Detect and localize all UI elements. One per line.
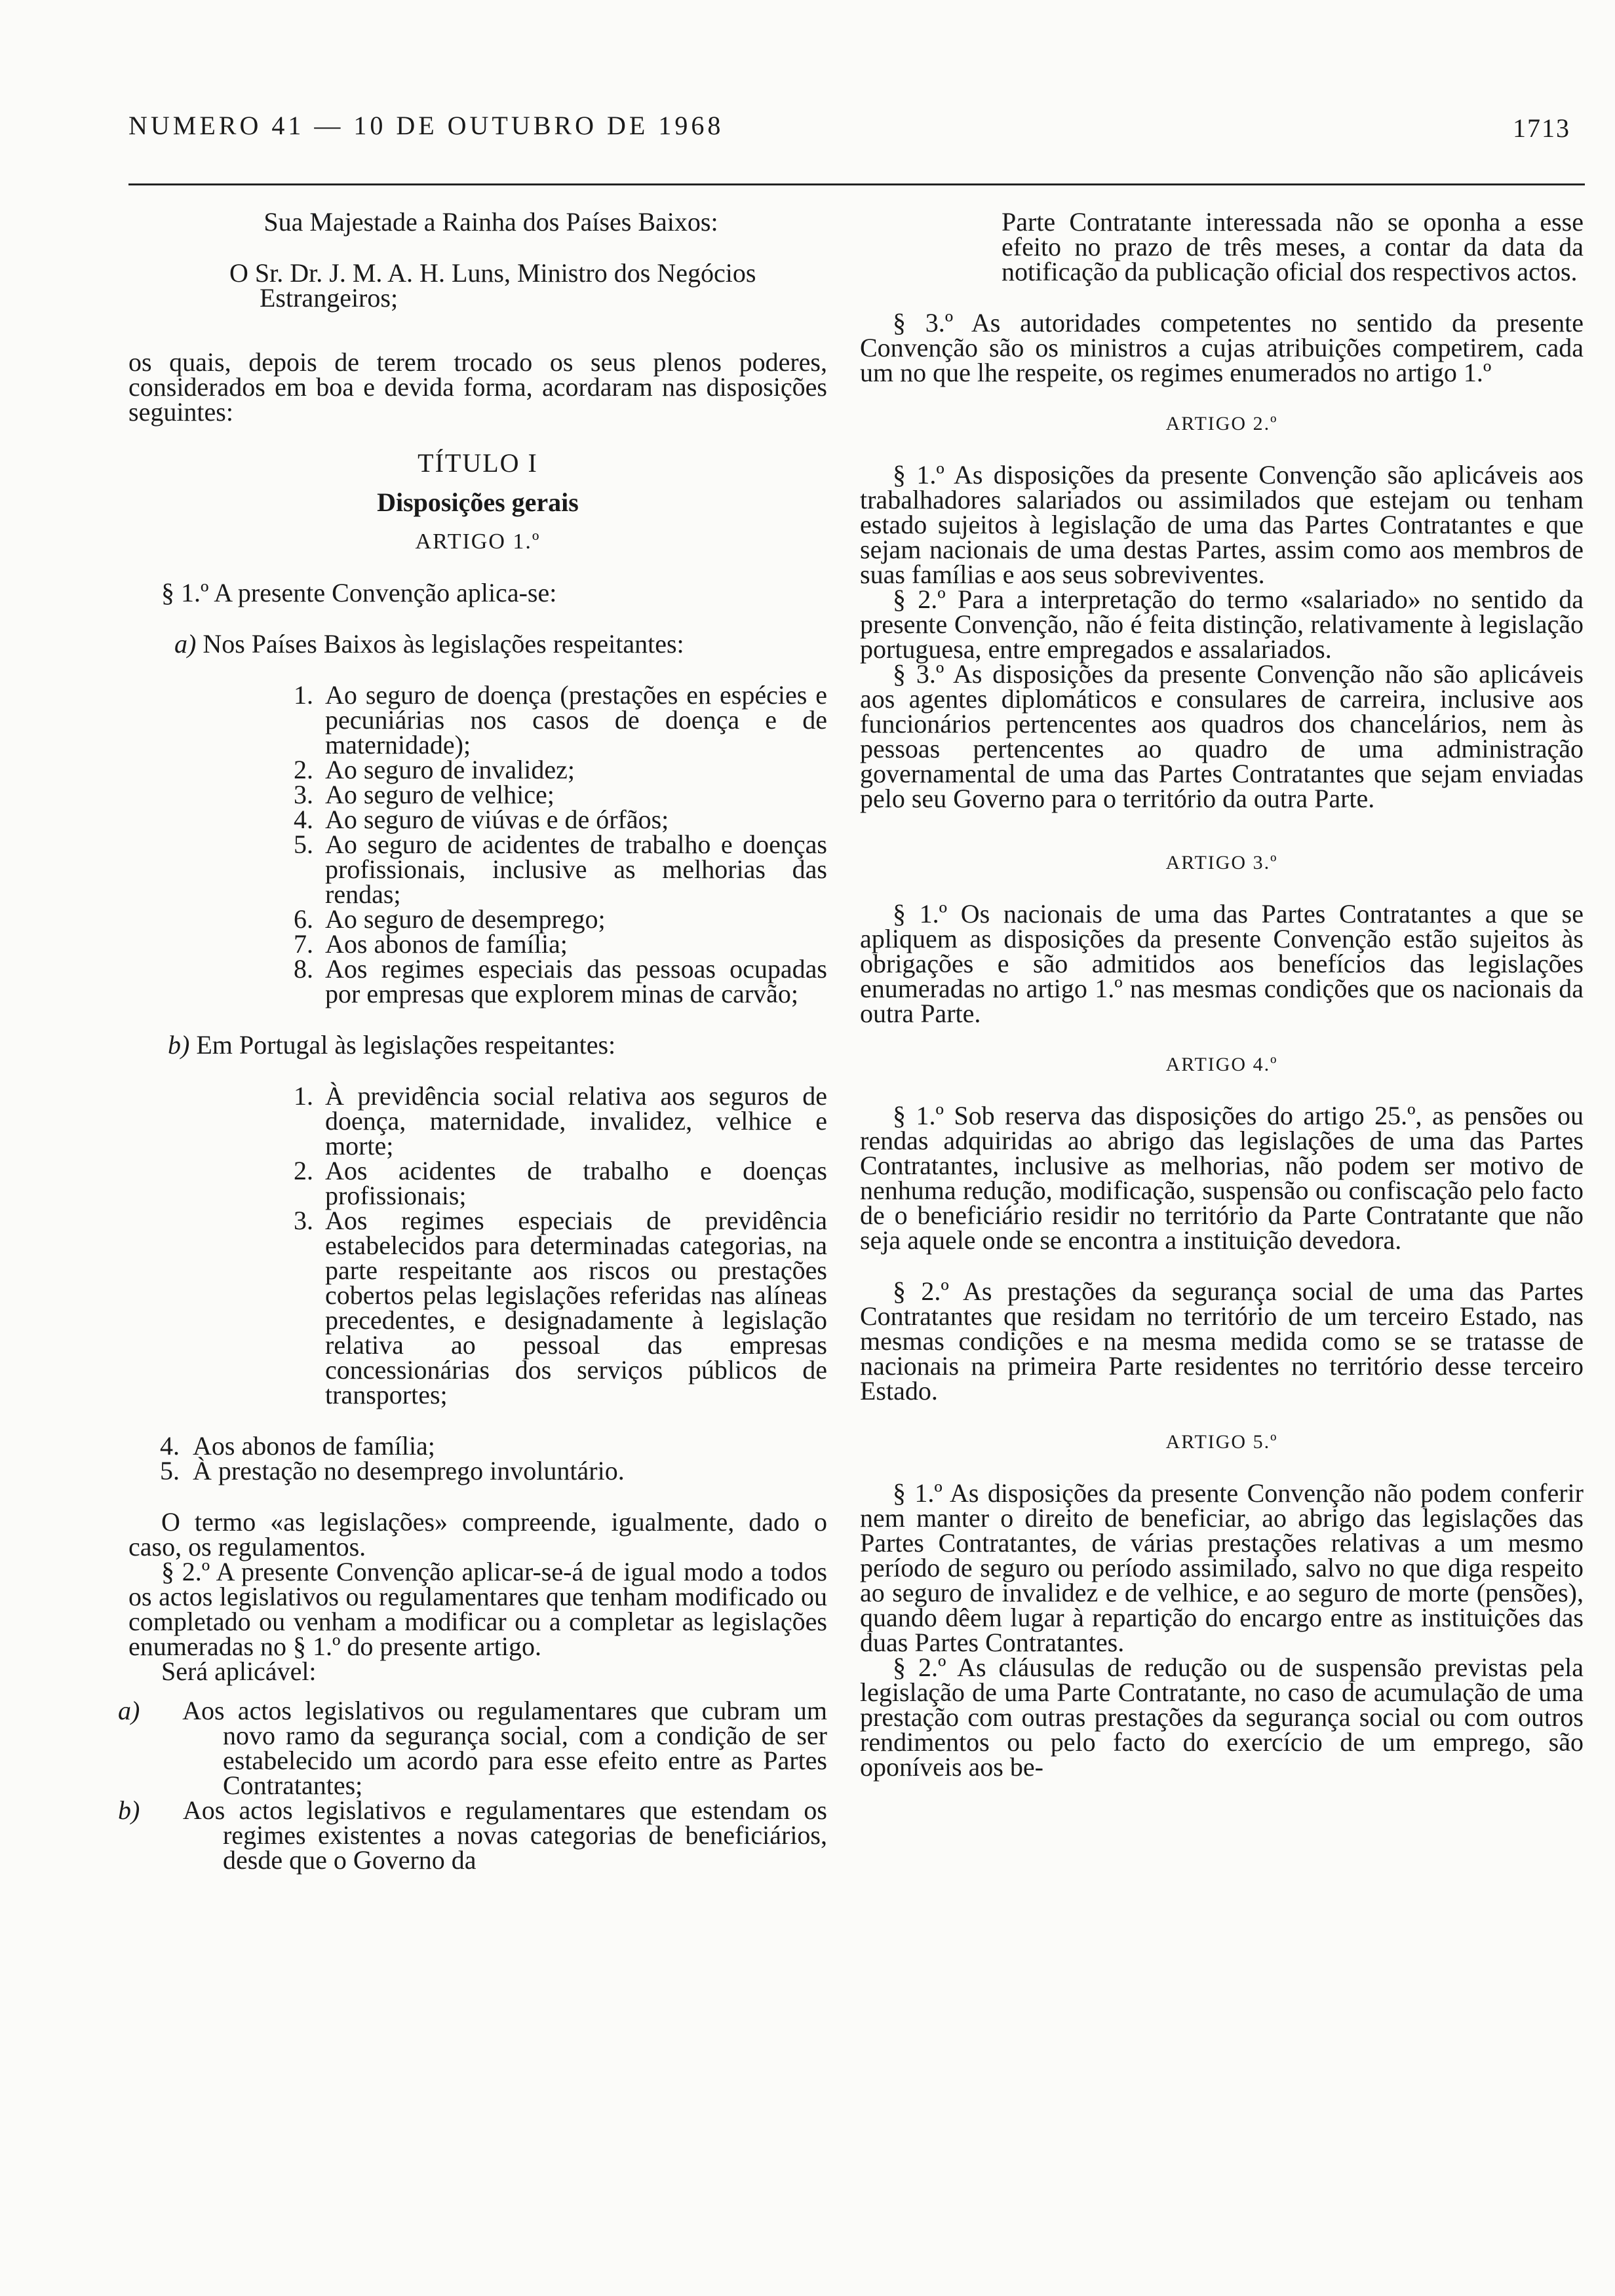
list-item: 3. Aos regimes especiais de previdência estabelecidos para determinadas categorias, na parte respeitante aos riscos ou prestações cobertos pelas legislações referidas nas alíneas precedentes, e designadamente à legislação relativa ao pessoal das empresas concessionárias dos serviços públicos de transportes; [294, 1206, 827, 1409]
continuation-paragraph: Parte Contratante interessada não se oponha a esse efeito no prazo de três meses, a contar da data da notificação da publicação oficial dos respectivos actos. [1002, 207, 1584, 286]
right-column [860, 207, 1584, 1782]
p2-item-b: b) Aos actos legislativos e regulamentares que estendam os regimes existentes a novas categorias de beneficiários, desde que o Governo da [118, 1795, 827, 1875]
artigo2-p1: § 1.º As disposições da presente Convenção são aplicáveis aos trabalhadores salariados ou assimilados que estejam ou tenham estado sujeitos à legislação de uma das Partes Contratantes e que sejam nacionais de uma destas Partes, assim como aos membros de suas famílias e aos seus sobreviventes. [860, 460, 1584, 589]
item-a-text: Nos Países Baixos às legislações respeitantes: [203, 629, 684, 659]
quais-paragraph: os quais, depois de terem trocado os seus plenos poderes, considerados em boa e devida forma, acordaram nas disposições seguintes: [128, 347, 827, 427]
list-item: 2. Aos acidentes de trabalho e doenças profissionais; [294, 1156, 827, 1210]
page-number: 1713 [1513, 113, 1570, 143]
list-item: 1. Ao seguro de doença (prestações en espécies e pecuniárias nos casos de doença e de maternidade); [294, 680, 827, 759]
artigo1-p2: § 2.º A presente Convenção aplicar-se-á de igual modo a todos os actos legislativos ou regulamentares que tenham modificado ou completado ou venham a modificar ou a completar as legislações enumeradas no § 1.º do presente artigo. [128, 1557, 827, 1661]
artigo4-p1: § 1.º Sob reserva das disposições do artigo 25.º, as pensões ou rendas adquiridas ao abrigo das legislações de uma das Partes Contratantes, inclusive as melhorias, não podem ser motivo de nenhuma redução, modificação, suspensão ou confiscação pelo facto de o beneficiário residir no território da Parte Contratante que não seja aquele onde se encontra a instituição devedora. [860, 1101, 1584, 1255]
list-item: 5. Ao seguro de acidentes de trabalho e doenças profissionais, inclusive as melhorias das rendas; [294, 830, 827, 909]
item-a-label: a) [174, 629, 197, 659]
item-b [128, 1030, 827, 1060]
page-header [128, 110, 1570, 156]
list-item: 5. À prestação no desemprego involuntário. [160, 1456, 625, 1485]
left-column [118, 207, 827, 1875]
artigo4-p2: § 2.º As prestações da segurança social de uma das Partes Contratantes que residam no território de um terceiro Estado, nas mesmas condições e na mesma medida como se se tratasse de nacionais na primeira Parte residentes no território desse terceiro Estado. [860, 1276, 1584, 1406]
list-item: 2. Ao seguro de invalidez; [294, 755, 575, 784]
artigo3-p1: § 1.º Os nacionais de uma das Partes Contratantes a que se apliquem as disposições da presente Convenção estão sujeitos às obrigações e são admitidos aos benefícios das legislações enumeradas no artigo 1.º nas mesmas condições que os nacionais da outra Parte. [860, 899, 1584, 1028]
list-item: 3. Ao seguro de velhice; [294, 780, 555, 809]
artigo4-heading: ARTIGO 4.º [1165, 1054, 1278, 1075]
artigo5-p2: § 2.º As cláusulas de redução ou de suspensão previstas pela legislação de uma Parte Contratante, no caso de acumulação de uma prestação com outras prestações da segurança social ou com outros rendimentos ou pelo facto do exercício de um emprego, são oponíveis aos be- [860, 1653, 1584, 1782]
artigo1-p1: § 1.º A presente Convenção aplica-se: [161, 578, 557, 607]
list-item: 7. Aos abonos de família; [294, 929, 568, 959]
issue-line: NUMERO 41 — 10 DE OUTUBRO DE 1968 [128, 111, 724, 140]
artigo2-p3: § 3.º As disposições da presente Convenção não são aplicáveis aos agentes diplomáticos e consulares de carreira, inclusive aos funcionários pertencentes aos quadros dos chancelários, nem às pessoas pertencentes ao quadro de uma administração governamental de uma das Partes Contratantes que sejam enviadas pelo seu Governo para o território da outra Parte. [860, 659, 1584, 813]
artigo5-p1: § 1.º As disposições da presente Convenção não podem conferir nem manter o direito de beneficiar, ao abrigo das legislações das Partes Contratantes, de várias prestações relativas a um mesmo período de seguro ou período assimilado, salvo no que diga respeito ao seguro de invalidez e de velhice, e ao seguro de morte (pensões), quando dêem lugar à repartição do encargo entre as instituições das duas Partes Contratantes. [860, 1478, 1584, 1657]
sera-line: Será aplicável: [161, 1656, 317, 1686]
disposicoes-heading: Disposições gerais [377, 488, 579, 517]
list-item: 6. Ao seguro de desemprego; [294, 904, 606, 934]
list-item: 1. À previdência social relativa aos seguros de doença, maternidade, invalidez, velhice e morte; [294, 1081, 827, 1160]
artigo1-heading: ARTIGO 1.º [415, 529, 541, 554]
list-b-continued [128, 1431, 827, 1485]
artigo2-p2: § 2.º Para a interpretação do termo «salariado» no sentido da presente Convenção, não é feita distinção, relativamente à legislação portuguesa, entre empregados e assalariados. [860, 584, 1584, 664]
titulo-heading: TÍTULO I [418, 448, 538, 478]
termo-paragraph: O termo «as legislações» compreende, igualmente, dado o caso, os regulamentos. [128, 1507, 827, 1561]
artigo3-heading: ARTIGO 3.º [1165, 852, 1278, 873]
artigo2-heading: ARTIGO 2.º [1165, 413, 1278, 434]
majestade-line: Sua Majestade a Rainha dos Países Baixos: [263, 207, 718, 237]
list-item: 8. Aos regimes especiais das pessoas ocupadas por empresas que explorem minas de carvão; [294, 954, 827, 1008]
artigo1-p3: § 3.º As autoridades competentes no sentido da presente Convenção são os ministros a cujas atribuições competirem, cada um no que lhe respeite, os regimes enumerados no artigo 1.º [860, 308, 1584, 387]
item-b-text: Em Portugal às legislações respeitantes: [196, 1030, 616, 1060]
artigo5-heading: ARTIGO 5.º [1165, 1431, 1278, 1453]
header-rule [128, 183, 1585, 185]
list-item: 4. Aos abonos de família; [160, 1431, 435, 1461]
p2-item-a: a) Aos actos legislativos ou regulamentares que cubram um novo ramo da segurança social, com a condição de ser estabelecido um acordo para esse efeito entre as Partes Contratantes; [118, 1696, 827, 1800]
list-item: 4. Ao seguro de viúvas e de órfãos; [294, 805, 669, 834]
item-a [128, 629, 827, 659]
item-b-label: b) [168, 1030, 190, 1060]
list-b [128, 1081, 827, 1409]
luns-line: O Sr. Dr. J. M. A. H. Luns, Ministro dos Negócios Estrangeiros; [229, 258, 756, 313]
list-a [128, 680, 827, 1008]
